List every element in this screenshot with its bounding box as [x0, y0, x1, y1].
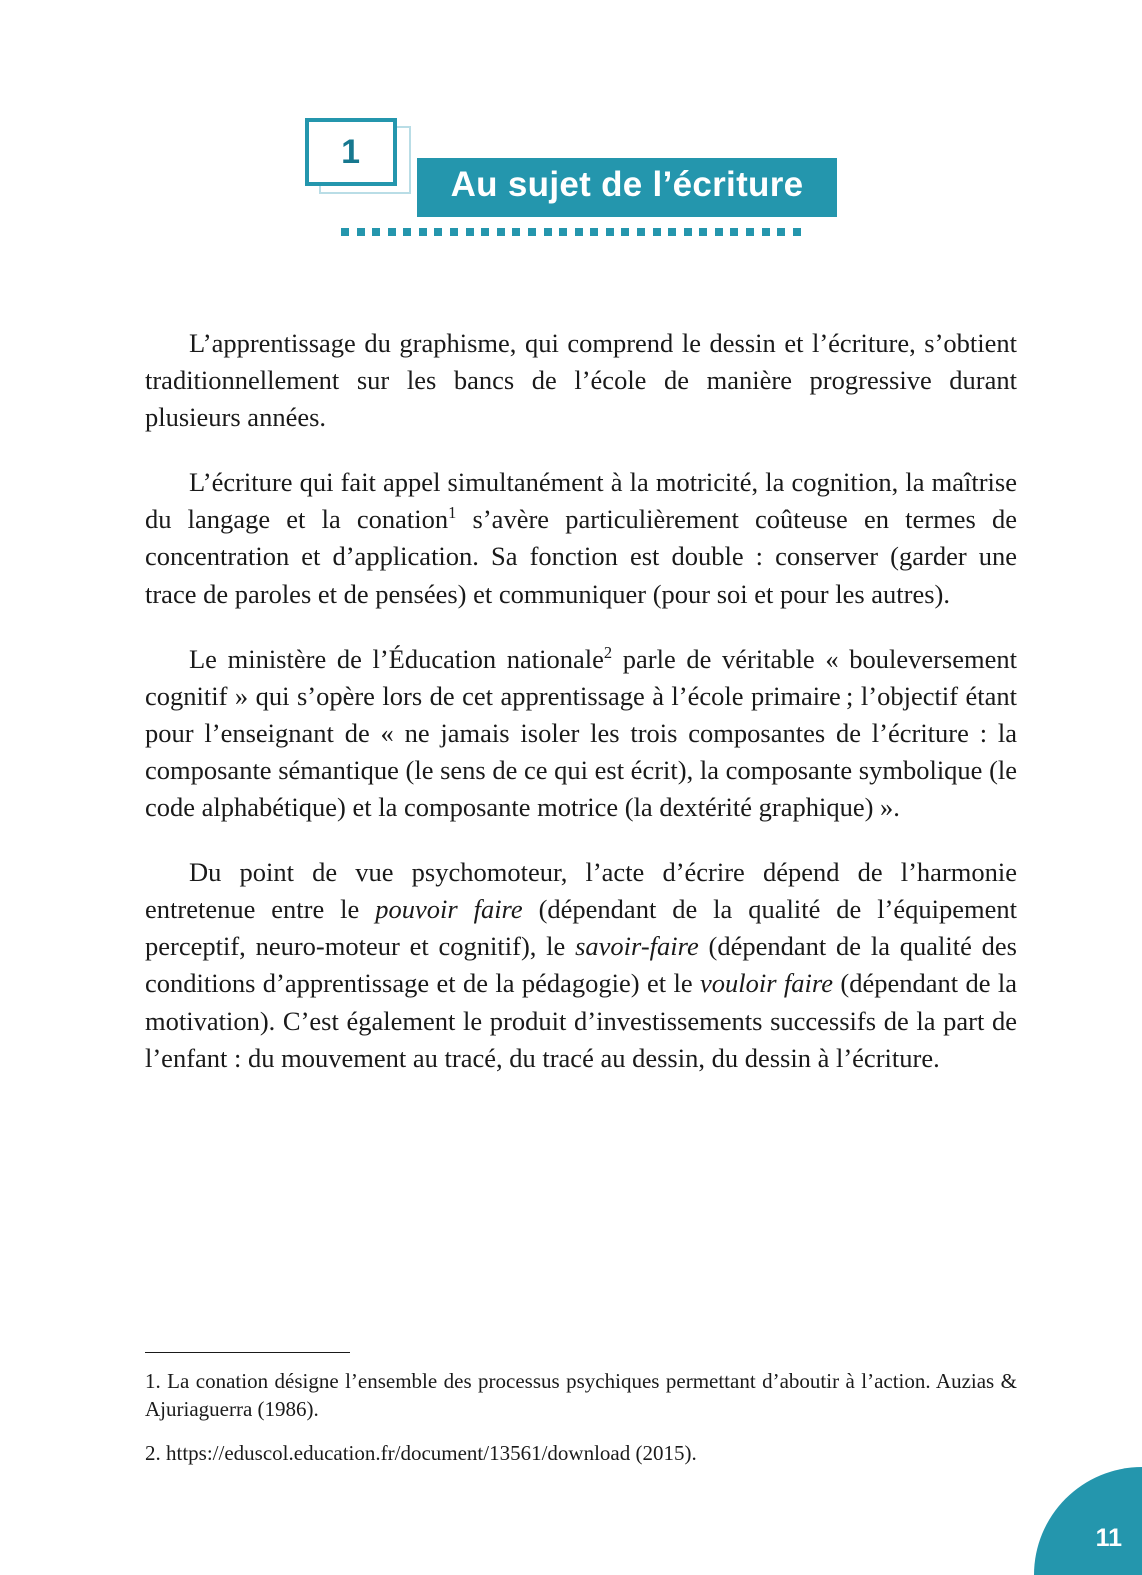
divider-dot [621, 228, 629, 236]
footnote-separator [145, 1352, 350, 1353]
divider-dot [793, 228, 801, 236]
divider-dot [762, 228, 770, 236]
divider-dot [668, 228, 676, 236]
divider-dot [403, 228, 411, 236]
footnote-item: 2. https://eduscol.education.fr/document/13561/download (2015). [145, 1440, 697, 1465]
divider-dot [544, 228, 552, 236]
divider-dot [606, 228, 614, 236]
chapter-number-text: 1 [341, 133, 361, 171]
divider-dot [637, 228, 645, 236]
divider-dot [419, 228, 427, 236]
paragraph: Le ministère de l’Éducation nationale$^2$ parle de véritable « bouleversement cognitif » qui s’opère lors de cet apprentissage à l’école primaire ; l’objectif étant pour l’enseignant de « ne jamais isoler les trois composantes de l’écriture : la composante sémantique (le sens de ce qui est écrit), la composante symbolique (le code alphabétique) et la composante motrice (la dextérité graphique) ». [145, 642, 1018, 823]
paragraph: L’écriture qui fait appel simultanément à la motricité, la cognition, la maîtrise du langage et la conation$^1$ s’avère particulièrement coûteuse en termes de concentration et d’application. Sa fonction est double : conserver (garder une trace de paroles et de pensées) et communiquer (pour soi et pour les autres). [145, 467, 1017, 609]
divider-dot [341, 228, 349, 236]
divider-dot [746, 228, 754, 236]
divider-dot [434, 228, 442, 236]
chapter-header [0, 118, 1142, 236]
paragraph: Du point de vue psychomoteur, l’acte d’écrire dépend de l’harmonie entretenue entre le pouvoir faire (dépendant de la qualité de l’équipement perceptif, neuro-moteur et cognitif), le savoir-faire (dépendant de la qualité des conditions d’apprentissage et de la pédagogie) et le vouloir faire (dépendant de la motivation). C’est également le produit d’investissements successifs de la part de l’enfant : du mouvement au tracé, du tracé au dessin, du dessin à l’écriture. [145, 857, 1018, 1073]
chapter-title: Au sujet de l’écriture [417, 158, 838, 217]
divider-dot [559, 228, 567, 236]
footnote-item: 1. La conation désigne l’ensemble des processus psychiques permettant d’aboutir à l’action. Auzias & Ajuriaguerra (1986). [145, 1368, 1017, 1421]
chapter-number-box [305, 118, 397, 186]
divider-dot [590, 228, 598, 236]
divider-dot [528, 228, 536, 236]
divider-dot [715, 228, 723, 236]
page-number-badge [1034, 1467, 1142, 1575]
divider-dot [481, 228, 489, 236]
divider-dot [684, 228, 692, 236]
divider-dot [450, 228, 458, 236]
dotted-divider [341, 228, 801, 236]
divider-dot [497, 228, 505, 236]
page-number-text: 11 [1095, 1524, 1122, 1552]
divider-dot [730, 228, 738, 236]
divider-dot [357, 228, 365, 236]
divider-dot [466, 228, 474, 236]
chapter-number-badge [305, 118, 413, 196]
divider-dot [653, 228, 661, 236]
paragraph: L’apprentissage du graphisme, qui comprend le dessin et l’écriture, s’obtient traditionnellement sur les bancs de l’école de manière progressive durant plusieurs années. [145, 328, 1017, 433]
divider-dot [388, 228, 396, 236]
footnotes [145, 1352, 1017, 1467]
divider-dot [512, 228, 520, 236]
divider-dot [372, 228, 380, 236]
divider-dot [777, 228, 785, 236]
body-text [145, 325, 1017, 1077]
divider-dot [699, 228, 707, 236]
divider-dot [575, 228, 583, 236]
